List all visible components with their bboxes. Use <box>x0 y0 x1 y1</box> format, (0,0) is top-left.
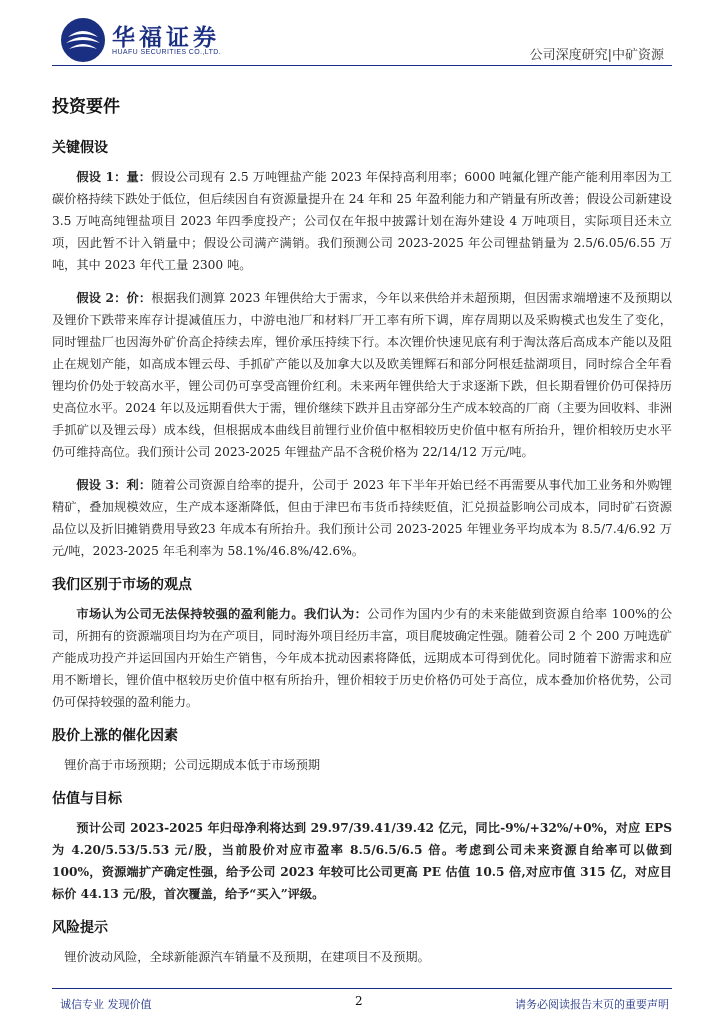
assumption-2-paragraph <box>52 287 672 463</box>
main-content <box>52 92 672 979</box>
section-heading-assumptions: 关键假设 <box>52 140 108 156</box>
assumption-3-lead: 假设 3：利： <box>76 478 152 492</box>
logo-chinese-name: 华福证券 <box>112 25 220 51</box>
risk-text: 锂价波动风险，全球新能源汽车销量不及预期，在建项目不及预期。 <box>64 950 430 964</box>
assumption-3-text: 随着公司资源自给率的提升，公司于 2023 年下半年开始已经不再需要从事代加工业务和外购锂精矿，叠加规模效应，生产成本逐渐降低，但由于津巴布韦货币持续贬值，汇兑损益影响公司成本，同时矿石资源品位以及折旧摊销费用导致23 年成本有所抬升。我们预计公司 2023-2025 年锂业务平均成本为 8.5/7.4/6.92 万元/吨，2023-2025 年毛利率为 58.1%/46.8%/42.6%。 <box>52 478 672 558</box>
assumption-2-text: 根据我们测算 2023 年锂供给大于需求，今年以来供给并未超预期，但因需求端增速不及预期以及锂价下跌带来库存计提减值压力，中游电池厂和材料厂开工率有所下调，库存周期以及采购模式也发生了变化，同时锂盐厂也因海外矿价高企持续去库，锂价承压持续下行。本次锂价快速见底有利于淘汰落后高成本产能以及阻止在规划产能，如高成本锂云母、手抓矿产能以及加拿大以及欧美锂辉石和部分阿根廷盐湖项目，同时综合全年看锂均价仍处于较高水平，锂公司仍可享受高锂价红利。未来两年锂供给大于求逐渐下跌，但长期看锂价仍可保持历史高位水平。2024 年以及远期看供大于需，锂价继续下跌并且击穿部分生产成本较高的厂商（主要为回收料、非洲手抓矿以及锂云母）成本线，但根据成本曲线目前锂行业价值中枢相较历史价值中枢有所抬升，锂价相较历史水平仍可维持高位。我们预计公司 2023-2025 年锂盐产品不含税价格为 22/14/12 万元/吨。 <box>52 291 672 459</box>
footer-slogan: 诚信专业 发现价值 <box>60 998 152 1011</box>
difference-text: 公司作为国内少有的未来能做到资源自给率 100%的公司，所拥有的资源端项目均为在产项目，同时海外项目经历丰富，项目爬坡确定性强。随着公司 2 个 200 万吨选矿产能成功投产并运回国内开始生产销售，今年成本扰动因素将降低，远期成本可得到优化。同时随着下游需求和应用不断增长，锂价值中枢较历史价值中枢有所抬升，锂价相较于历史价格仍可处于高位，成本叠加价格优势，公司仍可保持较强的盈利能力。 <box>52 607 673 709</box>
huafu-logo-icon <box>60 17 106 63</box>
difference-paragraph <box>52 603 672 713</box>
report-type-label: 公司深度研究|中矿资源 <box>529 48 664 63</box>
section-heading-difference: 我们区别于市场的观点 <box>52 577 192 593</box>
header-divider <box>52 65 672 66</box>
page-title: 投资要件 <box>52 97 120 117</box>
assumption-1-paragraph <box>52 166 672 276</box>
assumption-2-lead: 假设 2：价： <box>76 291 152 305</box>
section-heading-catalyst: 股价上涨的催化因素 <box>52 728 178 744</box>
page-number: 2 <box>355 994 363 1008</box>
section-heading-risk: 风险提示 <box>52 920 108 936</box>
footer-disclaimer: 请务必阅读报告末页的重要声明 <box>515 998 669 1011</box>
company-logo <box>60 17 250 63</box>
assumption-1-lead: 假设 1：量： <box>76 170 152 184</box>
catalyst-text: 锂价高于市场预期；公司远期成本低于市场预期 <box>64 758 321 772</box>
assumption-3-paragraph <box>52 474 672 562</box>
valuation-text: 预计公司 2023-2025 年归母净利将达到 29.97/39.41/39.42 亿元，同比-9%/+32%/+0%，对应 EPS 为 4.20/5.53/5.53 元/股，当前股价对应市盈率 8.5/6.5/6.5 倍。考虑到公司未来资源自给率可以做到 100%，资源端扩产确定性强，给予公司 2023 年较可比公司更高 PE 估值 10.5 倍,对应市值 315 亿，对应目标价 44.13 元/股，首次覆盖，给予“买入”评级。 <box>52 821 672 901</box>
footer-divider <box>52 988 672 989</box>
section-heading-valuation: 估值与目标 <box>52 791 122 807</box>
assumption-1-text: 假设公司现有 2.5 万吨锂盐产能 2023 年保持高利用率；6000 吨氟化锂产能产能利用率因为工碳价格持续下跌处于低位，但后续因自有资源量提升在 24 年和 25 年盈利能力和产销量有所改善；假设公司新建设 3.5 万吨高纯锂盐项目 2023 年四季度投产；公司仅在年报中披露计划在海外建设 4 万吨项目，实际项目还未立项，因此暂不计入销量中；假设公司满产满销。我们预测公司 2023-2025 年公司锂盐销量为 2.5/6.05/6.55 万吨，其中 2023 年代工量 2300 吨。 <box>52 170 672 272</box>
difference-lead: 市场认为公司无法保持较强的盈利能力。我们认为： <box>76 607 368 621</box>
logo-english-name: HUAFU SECURITIES CO.,LTD. <box>112 49 222 56</box>
